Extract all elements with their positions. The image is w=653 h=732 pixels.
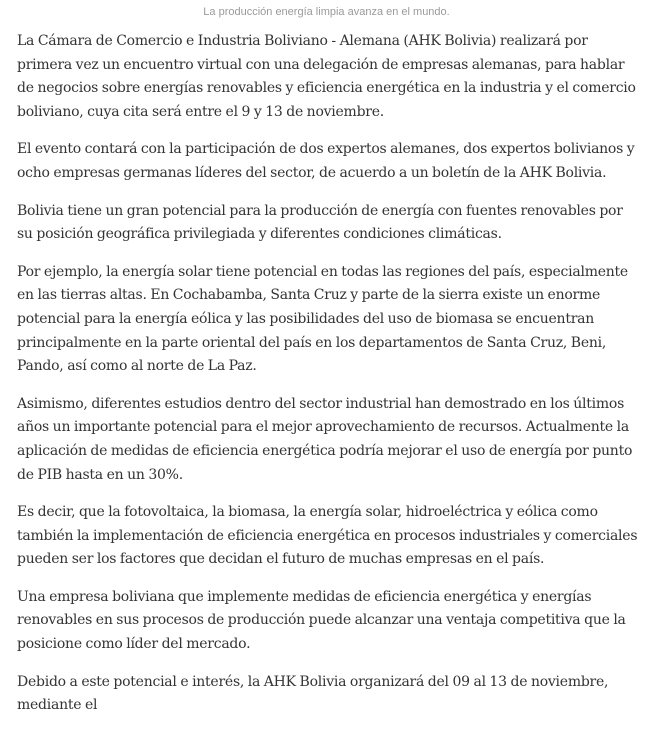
paragraph-ahk-event: La Cámara de Comercio e Industria Boliviano - Alemana (AHK Bolivia) realizará por primera vez un encuentro virtual con una delegación de empresas alemanas, para hablar de negocios sobre energías renovables y eficiencia energética en la industria y el comercio boliviano, cuya cita será entre el 9 y 13 de noviembre. — [17, 33, 636, 120]
paragraph-industrial-efficiency: Asimismo, diferentes estudios dentro del sector industrial han demostrado en los últimos años un importante potencial para el mejor aprovechamiento de recursos. Actualmente la aplicación de medidas de eficiencia energética podría mejorar el uso de energía por punto de PIB hasta en un 30%. — [17, 395, 633, 483]
paragraph-bolivia-potential: Bolivia tiene un gran potencial para la producción de energía con fuentes renovables por su posición geográfica privilegiada y diferentes condiciones climáticas. — [17, 202, 623, 243]
image-caption: La producción energía limpia avanza en el mundo. — [203, 6, 450, 18]
paragraph-solar-wind-biomass: Por ejemplo, la energía solar tiene potencial en todas las regiones del país, especialmente en las tierras altas. En Cochabamba, Santa Cruz y parte de la sierra existe un enorme potencial para la energía eólica y las posibilidades del uso de biomasa se encuentran principalmente en la parte oriental del país en los departamentos de Santa Cruz, Beni, Pando, así como al norte de La Paz. — [17, 263, 628, 375]
paragraph-participants: El evento contará con la participación de dos expertos alemanes, dos expertos bolivianos y ocho empresas germanas líderes del sector, de acuerdo a un boletín de la AHK Bolivia. — [17, 141, 635, 181]
paragraph-competitive-advantage: Una empresa boliviana que implemente medidas de eficiencia energética y energías renovables en sus procesos de producción puede alcanzar una ventaja competitiva que la posicione como líder del mercado. — [17, 588, 626, 653]
paragraph-future-factors: Es decir, que la fotovoltaica, la biomasa, la energía solar, hidroeléctrica y eólica como también la implementación de eficiencia energética en procesos industriales y comerciales pueden ser los factores que decidan el futuro de muchas empresas en el país. — [17, 504, 638, 568]
paragraph-cut-off: Debido a este potencial e interés, la AHK Bolivia organizará del 09 al 13 de noviembre, mediante el — [17, 673, 609, 714]
